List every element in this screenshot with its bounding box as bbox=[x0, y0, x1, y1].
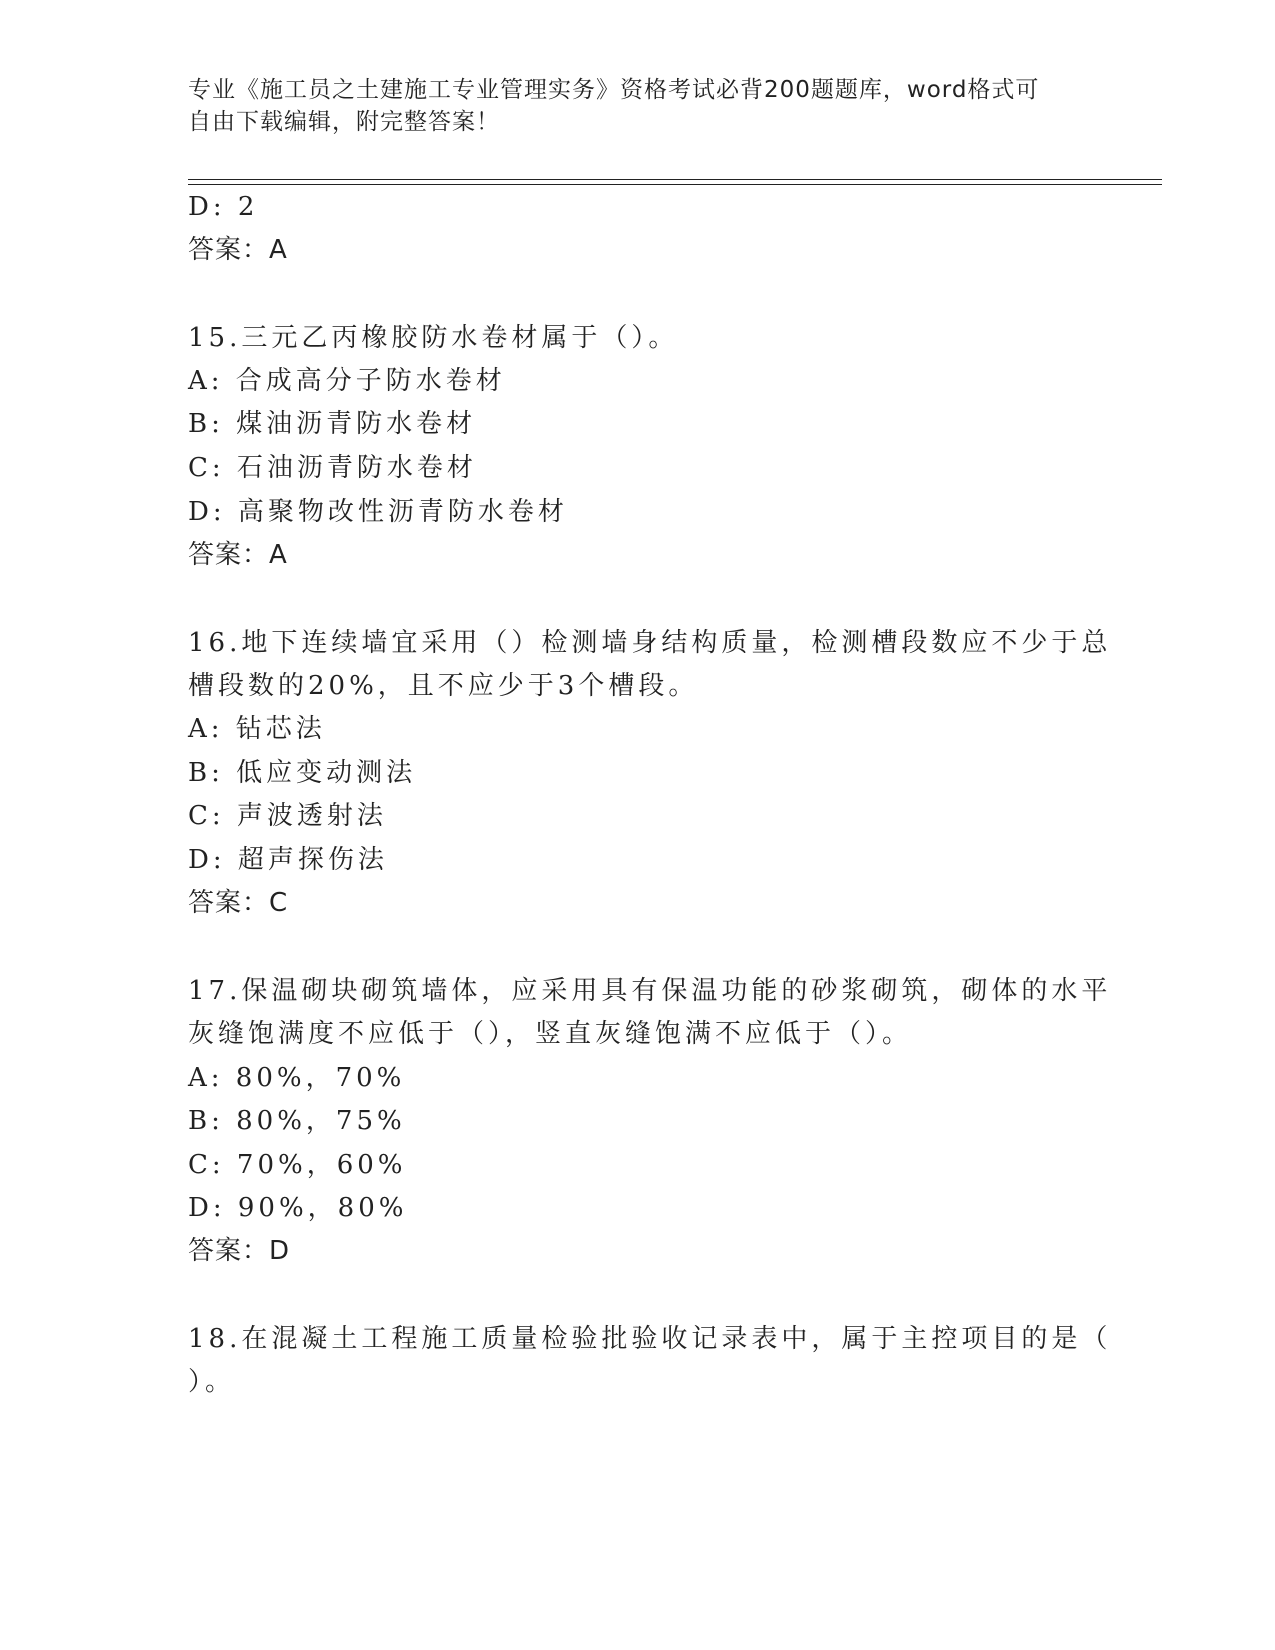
q16-option-b: B: 低应变动测法 bbox=[188, 758, 417, 788]
header-line-1: 专业《施工员之土建施工专业管理实务》资格考试必背200题题库，word格式可 bbox=[188, 77, 1040, 103]
header-line-2: 自由下载编辑，附完整答案！ bbox=[188, 109, 500, 135]
prev-answer: 答案：A bbox=[188, 235, 288, 265]
q15-option-d: D: 高聚物改性沥青防水卷材 bbox=[188, 497, 568, 527]
header-divider-top bbox=[188, 179, 1162, 180]
q17-option-c: C: 70%，60% bbox=[188, 1150, 407, 1180]
q16-stem-line-2: 槽段数的20%，且不应少于3个槽段。 bbox=[188, 671, 699, 701]
document-header bbox=[188, 74, 1068, 138]
q16-option-c: C: 声波透射法 bbox=[188, 801, 387, 831]
q15-option-a: A: 合成高分子防水卷材 bbox=[188, 366, 506, 396]
header-divider-bottom bbox=[188, 184, 1162, 185]
q16-option-d: D: 超声探伤法 bbox=[188, 845, 388, 875]
q17-option-b: B: 80%，75% bbox=[188, 1106, 406, 1136]
q17-stem-line-1: 17.保温砌块砌筑墙体，应采用具有保温功能的砂浆砌筑，砌体的水平 bbox=[188, 976, 1112, 1006]
q15-option-c: C: 石油沥青防水卷材 bbox=[188, 453, 477, 483]
q17-answer: 答案：D bbox=[188, 1236, 291, 1266]
q15-answer: 答案：A bbox=[188, 540, 288, 570]
q18-stem-line-1: 18.在混凝土工程施工质量检验批验收记录表中，属于主控项目的是（ bbox=[188, 1324, 1112, 1354]
q18-stem-line-2: ）。 bbox=[188, 1367, 236, 1397]
q16-stem-line-1: 16.地下连续墙宜采用（）检测墙身结构质量，检测槽段数应不少于总 bbox=[188, 628, 1112, 658]
q17-option-a: A: 80%，70% bbox=[188, 1063, 406, 1093]
q15-option-b: B: 煤油沥青防水卷材 bbox=[188, 409, 477, 439]
q17-option-d: D: 90%，80% bbox=[188, 1193, 408, 1223]
q16-option-a: A: 钻芯法 bbox=[188, 714, 326, 744]
q16-answer: 答案：C bbox=[188, 888, 289, 918]
q17-stem-line-2: 灰缝饱满度不应低于（），竖直灰缝饱满不应低于（）。 bbox=[188, 1019, 913, 1049]
prev-option-d: D: 2 bbox=[188, 192, 259, 222]
q15-stem-line-1: 15.三元乙丙橡胶防水卷材属于（）。 bbox=[188, 323, 679, 353]
